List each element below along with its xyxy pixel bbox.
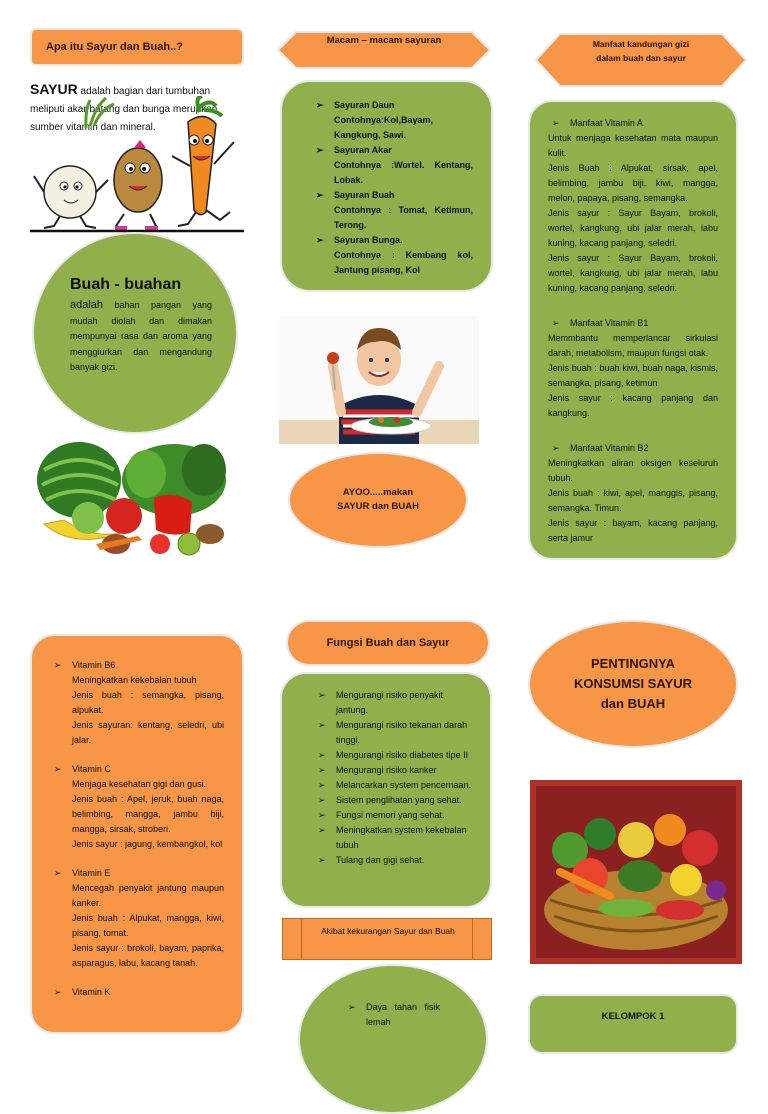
list-item: ➢ Sayuran Daun Contohnya:Kol,Bayam, Kangkung, Sawi.: [316, 98, 473, 143]
macam-list-box: [280, 80, 493, 292]
pentingnya-oval: [528, 620, 738, 748]
vegetable-cartoon-icon: [30, 96, 244, 234]
kelompok-label: KELOMPOK 1: [601, 1011, 665, 1022]
vitamin-b2: ➢ Manfaat Vitamin B2: [548, 441, 718, 456]
vitamin-a: ➢ Manfaat Vitamin A: [548, 116, 718, 131]
list-item: ➢ Mengurangi risiko tekanan darah tinggi.: [318, 718, 476, 748]
fungsi-title-text: Fungsi Buah dan Sayur: [326, 637, 450, 649]
vitamin-b6-line-1: Meningkatkan kekebalan tubuh: [72, 675, 197, 685]
vitamin-c-line-2: Jenis buah : Apel, jeruk, buah naga, belimbing, mangga, jambu biji, mangga, sirsak, stroberi.: [72, 794, 224, 834]
title-apa-itu: [30, 28, 244, 66]
vitamin-b1-line-3: Jenis sayur : kacang panjang dan kangkung.: [548, 393, 718, 418]
vitamin-a-line-2: Jenis Buah : Alpukat, sirsak, apel, belimbing, jambu biji, kiwi, mangga, melon, papaya, pisang, semangka.: [548, 163, 718, 203]
vitamin-c-line-3: Jenis sayur : jagung, kembangkol, kol: [72, 839, 223, 849]
manfaat-box: [528, 100, 738, 560]
vitamin-b1-line-2: Jenis buah : buah kiwi, buah naga, kismis, semangka, pisang, ketimun: [548, 363, 718, 388]
boy-eating-icon: [279, 316, 479, 444]
akibat-circle: [298, 964, 488, 1114]
vitamin-a-line-3: Jenis sayur : Sayur Bayam, brokoli, wortel, kangkung, ubi jalar merah, labu kuning, kacang panjang, seledri.: [548, 208, 718, 248]
list-item: ➢ Sistem penglihatan yang sehat.: [318, 793, 476, 808]
manfaat-title-text: Manfaat kandungan gizi dalam buah dan sayur: [592, 39, 690, 63]
manfaat-title: [584, 37, 698, 65]
sayur-text-2: meliputi akar batang dan bunga merupkan: [30, 104, 218, 115]
list-item: ➢ Fungsi memori yang sehat.: [318, 808, 476, 823]
buah-text: bahan pangan yang mudah diolah dan dimakan mempunyai rasa dan aroma yang menggiurkan dan mengandung banyak gizi.: [70, 300, 212, 372]
ayo-text: AYOO.....makan SAYUR dan BUAH: [337, 487, 419, 512]
list-item: ➢ Meningkatkan system kekebalan tubuh: [318, 823, 476, 853]
vitamin-b1-line-1: Memmbantu memperlancar sirkulasi darah, metabolism, maupun fungsi otak.: [548, 333, 718, 358]
sayur-heading: SAYUR: [30, 81, 78, 97]
sayur-text-1: adalah bagian dari tumbuhan: [80, 86, 211, 97]
akibat-list: [348, 1000, 440, 1030]
macam-title-text: Macam – macam sayuran: [326, 35, 442, 46]
fungsi-box: [280, 672, 492, 908]
vitamin-e-line-3: Jenis sayur : brokoli, bayam, paprika, asparagus, labu, kacang tanah.: [72, 943, 224, 968]
list-item: ➢ Mengurangi risiko kanker: [318, 763, 476, 778]
vitamin-a-line-1: Untuk menjaga kesehatan mata maupun kulit.: [548, 133, 718, 158]
fruit-pile-icon: [34, 440, 234, 558]
vitamin-b6-line-3: Jenis sayuran: kentang, seledri, ubi jalar.: [72, 720, 224, 745]
akibat-box: [282, 918, 492, 960]
vitamin-e-line-1: Mencegah penyakit jantung maupun kanker.: [72, 883, 224, 908]
vitamin-c: ➢ Vitamin C: [54, 762, 224, 777]
list-item: ➢ Mengurangi risiko diabetes tipe II: [318, 748, 476, 763]
buah-lead: adalah: [70, 299, 104, 311]
sayur-text-3: sumber vitamin dan mineral.: [30, 122, 156, 133]
list-item: ➢ Mengurangi risiko penyakit jantung.: [318, 688, 476, 718]
list-item: ➢ Tulang dan gigi sehat.: [318, 853, 476, 868]
list-item: ➢ Sayuran Buah Contohnya : Tomat, Ketimun, Terong.: [316, 188, 473, 233]
vitamin-b1: ➢ Manfaat Vitamin B1: [548, 316, 718, 331]
vitamin-b2-line-2: Jenis buah : kiwi, apel, manggis, pisang, semangka. Timun.: [548, 488, 718, 513]
pentingnya-title: PENTINGNYA KONSUMSI SAYUR dan BUAH: [574, 656, 692, 711]
list-item: ➢ Sayuran Bunga. Contohnya : Kembang kol, Jantung pisang, Kol: [316, 233, 473, 278]
macam-title: [296, 33, 472, 48]
vitamin-box: [30, 634, 244, 1034]
title-apa-itu-text: Apa itu Sayur dan Buah..?: [46, 41, 183, 53]
vitamin-e: ➢ Vitamin E: [54, 866, 224, 881]
vitamin-c-line-1: Menjaga kesehatan gigi dan gusi.: [72, 779, 207, 789]
vitamin-b6: ➢ Vitamin B6: [54, 658, 224, 673]
vitamin-b2-line-3: Jenis sayur : bayam, kacang panjang, serta jamur: [548, 518, 718, 543]
list-item: ➢ Sayuran Akar Contohnya :Wortel. Kentang, Lobak.: [316, 143, 473, 188]
vitamin-a-line-4: Jenis sayur : Sayur Bayam, brokoli, wortel, kangkung, ubi jalar merah, labu kuning, kacang panjang, seledri.: [548, 253, 718, 293]
buah-circle: [32, 232, 238, 434]
vitamin-k: ➢ Vitamin K: [54, 985, 224, 1000]
list-item: ➢ Daya tahan fisik lemah: [348, 1000, 440, 1030]
buah-heading: Buah - buahan: [70, 276, 182, 293]
akibat-text: Akibat kekurangan Sayur dan Buah: [321, 926, 455, 936]
fungsi-title: [286, 620, 490, 666]
vegetable-basket-icon: [530, 780, 742, 964]
vitamin-b6-line-2: Jenis buah : semangka, pisang, alpukat.: [72, 690, 224, 715]
macam-list: [316, 98, 473, 278]
vitamin-b2-line-1: Meningkatkan aliran oksigen keseluruh tubuh.: [548, 458, 718, 483]
vitamin-e-line-2: Jenis buah : Alpukat, mangga, kiwi, pisang, tomat.: [72, 913, 224, 938]
list-item: ➢ Melancarkan system pencernaan.: [318, 778, 476, 793]
fungsi-list: [318, 688, 476, 868]
ayo-oval: [288, 452, 468, 548]
kelompok-box: [528, 994, 738, 1054]
